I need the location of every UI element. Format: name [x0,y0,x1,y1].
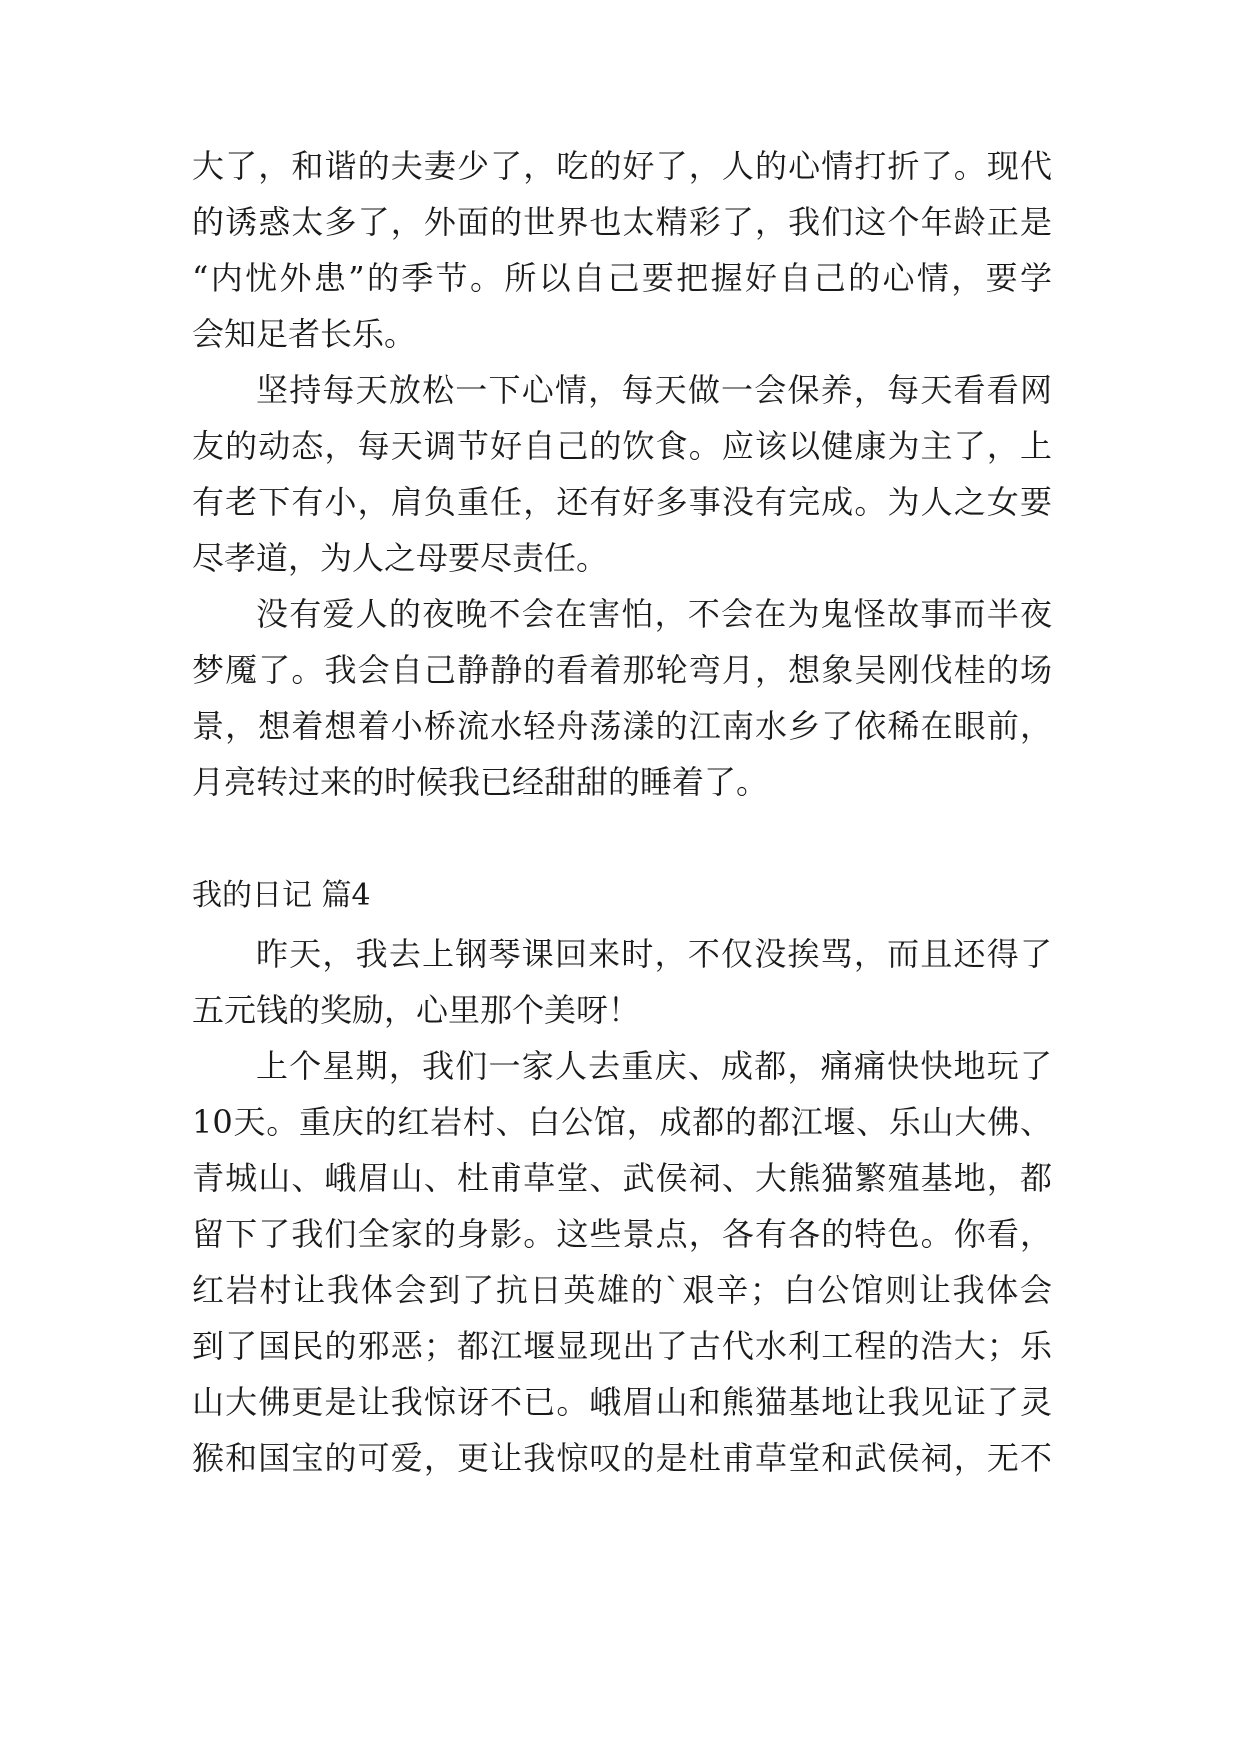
text-line: 五元钱的奖励，心里那个美呀！ [192,991,641,1029]
text-line: 月亮转过来的时候我已经甜甜的睡着了。 [192,763,769,801]
text-line: 景，想着想着小桥流水轻舟荡漾的江南水乡了依稀在眼前， [192,707,1052,745]
text-line: 猴和国宝的可爱，更让我惊叹的是杜甫草堂和武侯祠，无不 [192,1439,1052,1477]
text-line: 青城山、峨眉山、杜甫草堂、武侯祠、大熊猫繁殖基地，都 [192,1159,1052,1197]
text-line: 没有爱人的夜晚不会在害怕，不会在为鬼怪故事而半夜 [256,595,1052,633]
text-line: 梦魇了。我会自己静静的看着那轮弯月，想象吴刚伐桂的场 [192,651,1052,689]
text-line: 留下了我们全家的身影。这些景点，各有各的特色。你看， [192,1215,1052,1253]
text-line: 10天。重庆的红岩村、白公馆，成都的都江堰、乐山大佛、 [192,1103,1052,1141]
text-line: 山大佛更是让我惊讶不已。峨眉山和熊猫基地让我见证了灵 [192,1383,1052,1421]
text-line: 有老下有小，肩负重任，还有好多事没有完成。为人之女要 [192,483,1052,521]
text-line: 会知足者长乐。 [192,315,417,353]
text-line: 上个星期，我们一家人去重庆、成都，痛痛快快地玩了 [256,1047,1052,1085]
text-line: “内忧外患”的季节。所以自己要把握好自己的心情，要学 [192,259,1052,297]
text-line: 到了国民的邪恶；都江堰显现出了古代水利工程的浩大；乐 [192,1327,1052,1365]
text-line: 尽孝道，为人之母要尽责任。 [192,539,609,577]
section-heading: 我的日记 篇4 [192,878,371,913]
text-line: 的诱惑太多了，外面的世界也太精彩了，我们这个年龄正是 [192,203,1052,241]
text-line: 红岩村让我体会到了抗日英雄的`艰辛；白公馆则让我体会 [192,1271,1052,1309]
text-line: 友的动态，每天调节好自己的饮食。应该以健康为主了，上 [192,427,1052,465]
text-line: 坚持每天放松一下心情，每天做一会保养，每天看看网 [256,371,1052,409]
text-line: 大了，和谐的夫妻少了，吃的好了，人的心情打折了。现代 [192,147,1052,185]
text-line: 昨天，我去上钢琴课回来时，不仅没挨骂，而且还得了 [256,935,1052,973]
